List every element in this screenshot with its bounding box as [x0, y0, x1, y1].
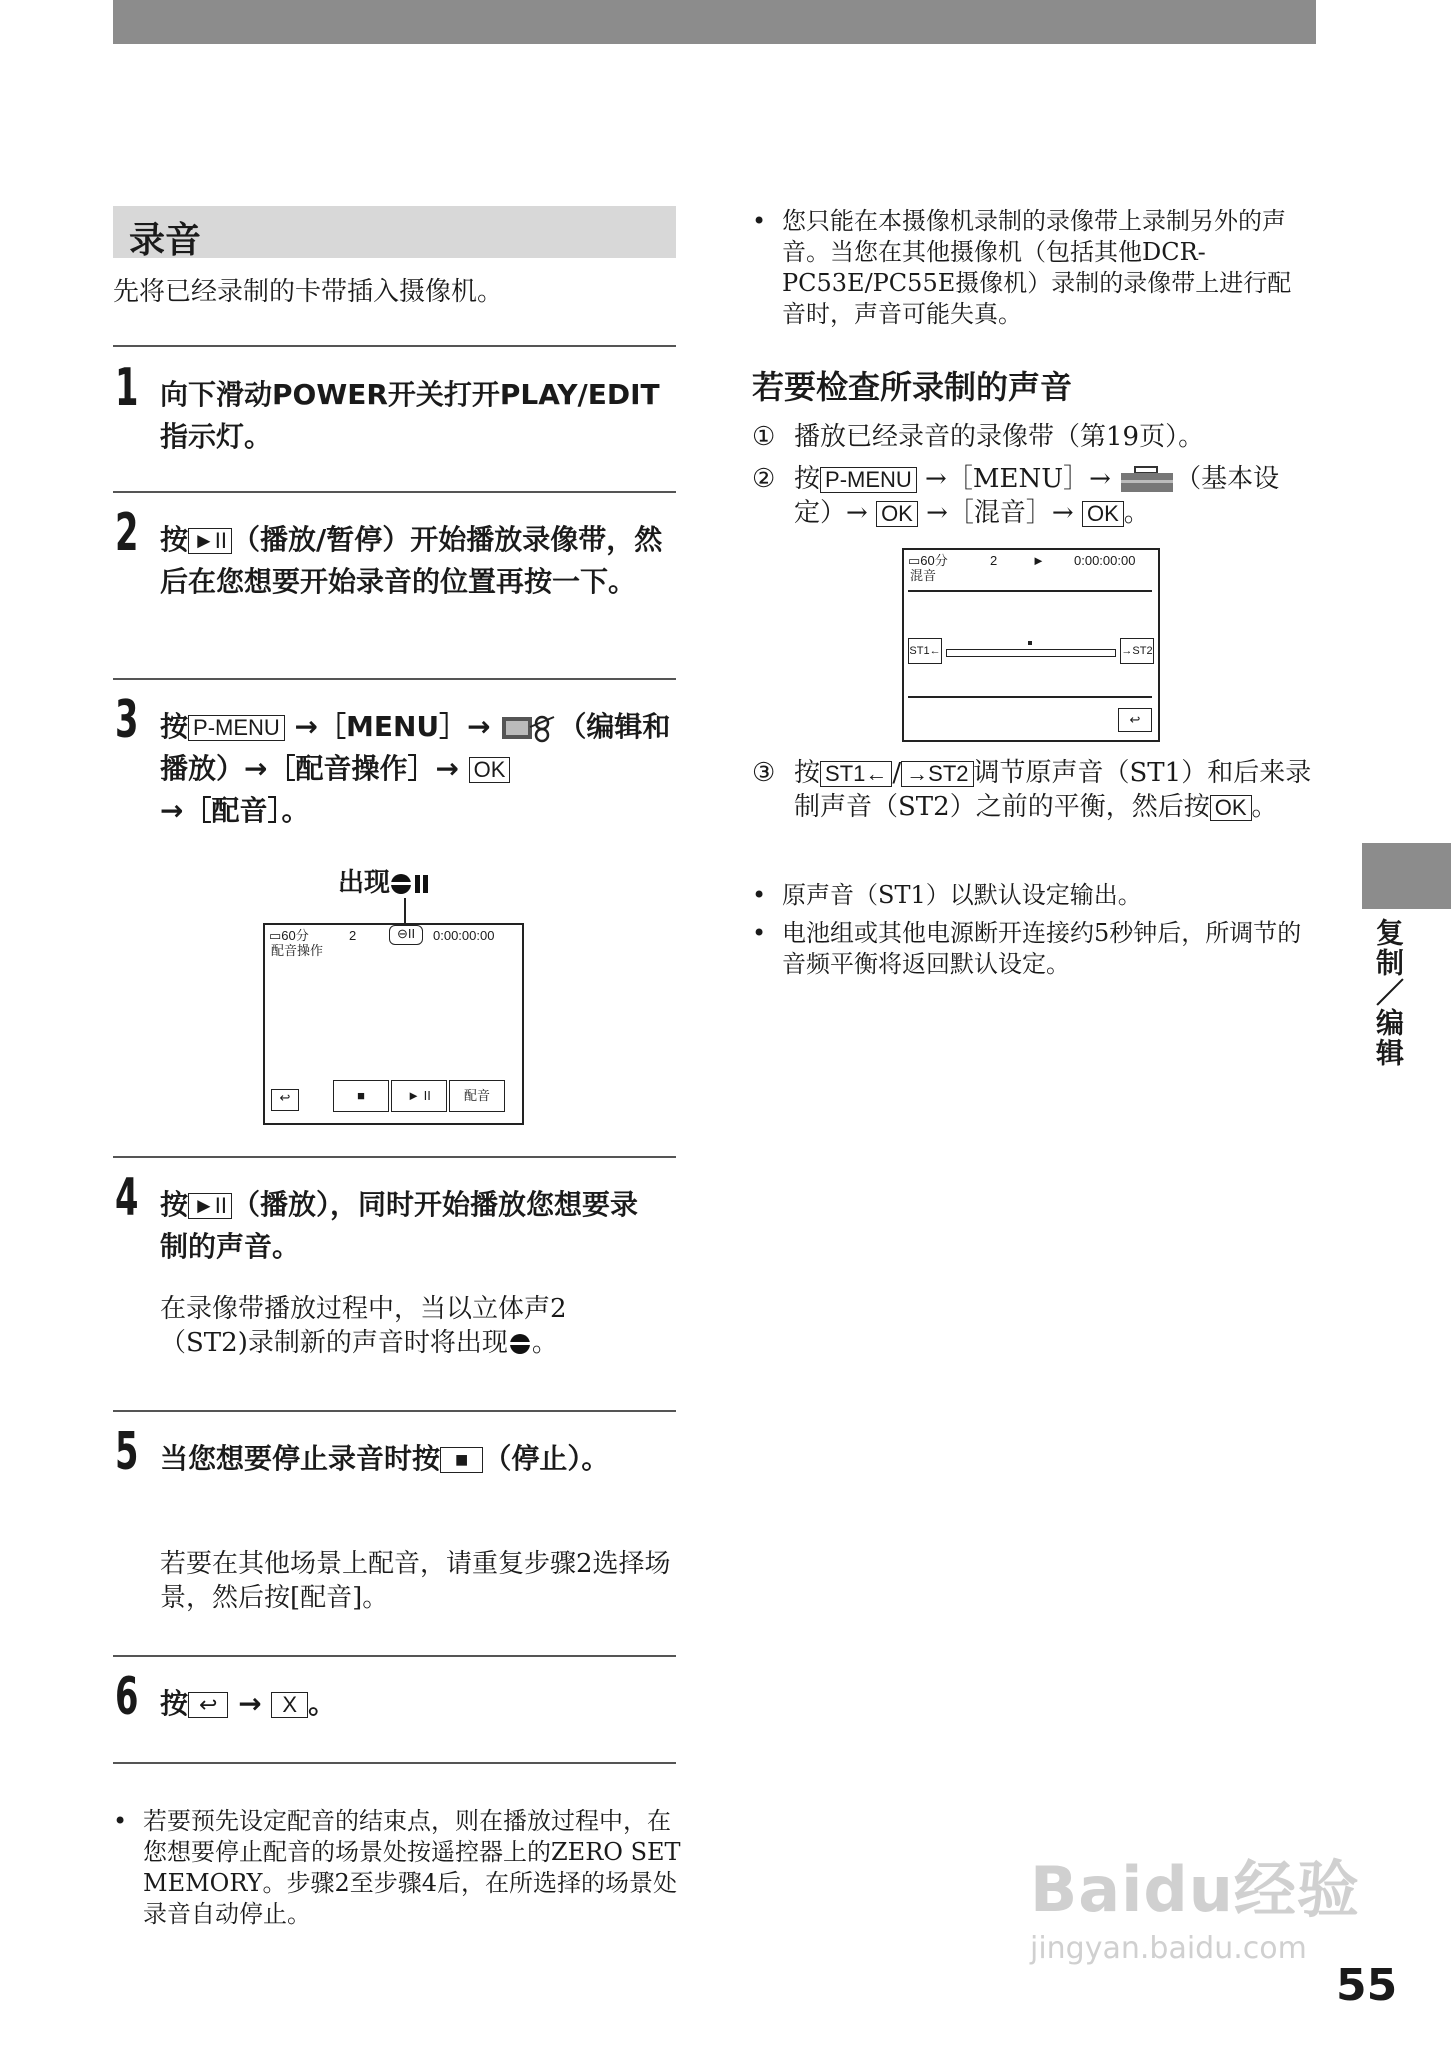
- step-text: 向下滑动POWER开关打开PLAY/EDIT指示灯。: [160, 378, 660, 453]
- step-number: 2: [115, 503, 139, 563]
- figure-caption: 出现: [338, 862, 430, 899]
- baidu-watermark: [1030, 1840, 1360, 1966]
- st1-key: ST1←: [820, 761, 892, 787]
- step-number: 1: [115, 358, 139, 418]
- battery-indicator: ▭60分: [269, 928, 309, 943]
- return-key: ↩: [188, 1692, 228, 1718]
- st1-button[interactable]: ST1←: [908, 638, 942, 664]
- return-icon[interactable]: ↩: [271, 1089, 299, 1111]
- ok-key: OK: [1082, 501, 1124, 527]
- lcd-screen-mix: [902, 548, 1160, 742]
- step-number: 5: [115, 1422, 139, 1482]
- return-icon[interactable]: ↩: [1118, 708, 1152, 732]
- section-title: 录音: [129, 220, 202, 261]
- subhead: 若要检查所录制的声音: [752, 368, 1073, 406]
- balance-slider-marker[interactable]: [1028, 641, 1032, 645]
- dub-button[interactable]: 配音: [449, 1080, 505, 1112]
- play-pause-key: ►II: [188, 1193, 232, 1219]
- divider: [113, 1655, 676, 1657]
- play-pause-key: ►II: [188, 528, 232, 554]
- divider: [113, 1410, 676, 1412]
- bullet: •: [752, 881, 767, 909]
- lcd-screen-dub: [263, 923, 524, 1125]
- divider: [113, 345, 676, 347]
- step-subtext: 若要在其他场景上配音，请重复步骤2选择场景，然后按[配音]。: [160, 1549, 671, 1613]
- step-number: 3: [115, 690, 139, 750]
- check-item-3: ③ 按 ST1← / →ST2 调节原声音（ST1）和后来录制声音（ST2）之前的平衡，然后按 OK 。: [752, 758, 1312, 822]
- left-note: • 若要预先设定配音的结束点，则在播放过程中，在您想要停止配音的场景处按遥控器上的ZERO SET MEMORY。步骤2至步骤4后，在所选择的场景处录音自动停止。: [113, 1807, 681, 1928]
- mode-indicator: 2: [990, 553, 998, 568]
- side-tab: [1362, 843, 1451, 909]
- divider: [113, 491, 676, 493]
- page-number: 55: [1336, 1960, 1398, 2011]
- ok-key: OK: [876, 501, 918, 527]
- step-number: 6: [115, 1667, 139, 1727]
- circle-1-icon: ①: [752, 422, 776, 452]
- top-bar: [113, 0, 1316, 44]
- bullet: •: [752, 207, 767, 235]
- watermark-brand: Baidu经验: [1030, 1853, 1360, 1926]
- step-text: 当您想要停止录音时按 ■ （停止）。: [160, 1442, 610, 1475]
- right-bullet-1: • 原声音（ST1）以默认设定输出。: [752, 881, 1142, 909]
- side-tab-label: 复制／编辑: [1372, 918, 1405, 1068]
- mode-indicator: 2: [349, 928, 357, 943]
- play-indicator: ►: [1032, 553, 1045, 568]
- right-note-top: • 您只能在本摄像机录制的录像带上录制另外的声音。当您在其他摄像机（包括其他DCR-PC53E/PC55E摄像机）录制的录像带上进行配音时，声音可能失真。: [752, 207, 1292, 328]
- play-pause-button[interactable]: ► II: [391, 1080, 447, 1112]
- section-header: [113, 206, 676, 261]
- divider: [908, 696, 1152, 698]
- p-menu-key: P-MENU: [188, 715, 285, 741]
- bullet: •: [752, 919, 767, 947]
- timecode: 0:00:00:00: [433, 928, 495, 943]
- step-number: 4: [115, 1168, 139, 1228]
- circle-2-icon: ②: [752, 464, 776, 494]
- stop-button[interactable]: ■: [333, 1080, 389, 1112]
- ok-key: OK: [1210, 795, 1252, 821]
- st2-key: →ST2: [901, 761, 973, 787]
- circle-3-icon: ③: [752, 758, 776, 788]
- ok-key: OK: [469, 757, 511, 783]
- menu-title: 配音操作: [271, 943, 324, 958]
- check-item-2: ② 按 P-MENU →［MENU］→ （基本设定）→ OK →［混音］→ OK 。: [752, 464, 1280, 528]
- step-text: 按 ►II （播放），同时开始播放您想要录制的声音。: [160, 1188, 639, 1263]
- stereo2-icon: [508, 1328, 532, 1358]
- dub-pause-icon: ⊖II: [389, 925, 423, 945]
- section-intro: 先将已经录制的卡带插入摄像机。: [113, 277, 504, 307]
- toolbox-icon: [1119, 464, 1175, 494]
- battery-indicator: ▭60分: [908, 553, 948, 568]
- divider: [908, 590, 1152, 592]
- watermark-url: jingyan.baidu.com: [1030, 1931, 1307, 1966]
- p-menu-key: P-MENU: [820, 467, 917, 493]
- divider: [113, 1156, 676, 1158]
- dubbing-stereo-icon: [390, 868, 430, 898]
- menu-title: 混音: [910, 568, 937, 583]
- divider: [113, 1762, 676, 1764]
- bullet: •: [113, 1807, 128, 1835]
- scissors-tape-icon: [500, 710, 558, 743]
- step-subtext: 在录像带播放过程中，当以立体声2（ST2)录制新的声音时将出现 。: [160, 1294, 567, 1358]
- timecode: 0:00:00:00: [1074, 553, 1136, 568]
- step-text: 按 ↩ → X 。: [160, 1687, 337, 1720]
- right-bullet-2: • 电池组或其他电源断开连接约5秒钟后，所调节的音频平衡将返回默认设定。: [752, 919, 1302, 978]
- check-item-1: ① 播放已经录音的录像带（第19页）。: [752, 422, 1205, 452]
- step-text: 按 ►II （播放/暂停）开始播放录像带，然后在您想要开始录音的位置再按一下。: [160, 523, 663, 598]
- divider: [113, 678, 676, 680]
- balance-slider-track[interactable]: [946, 649, 1116, 657]
- st2-button[interactable]: →ST2: [1120, 638, 1154, 664]
- close-key: X: [271, 1692, 308, 1718]
- step-text: 按 P-MENU →［MENU］→ （编辑和播放）→［配音操作］→ OK →［配音］。: [160, 710, 671, 827]
- stop-key: ■: [440, 1447, 483, 1473]
